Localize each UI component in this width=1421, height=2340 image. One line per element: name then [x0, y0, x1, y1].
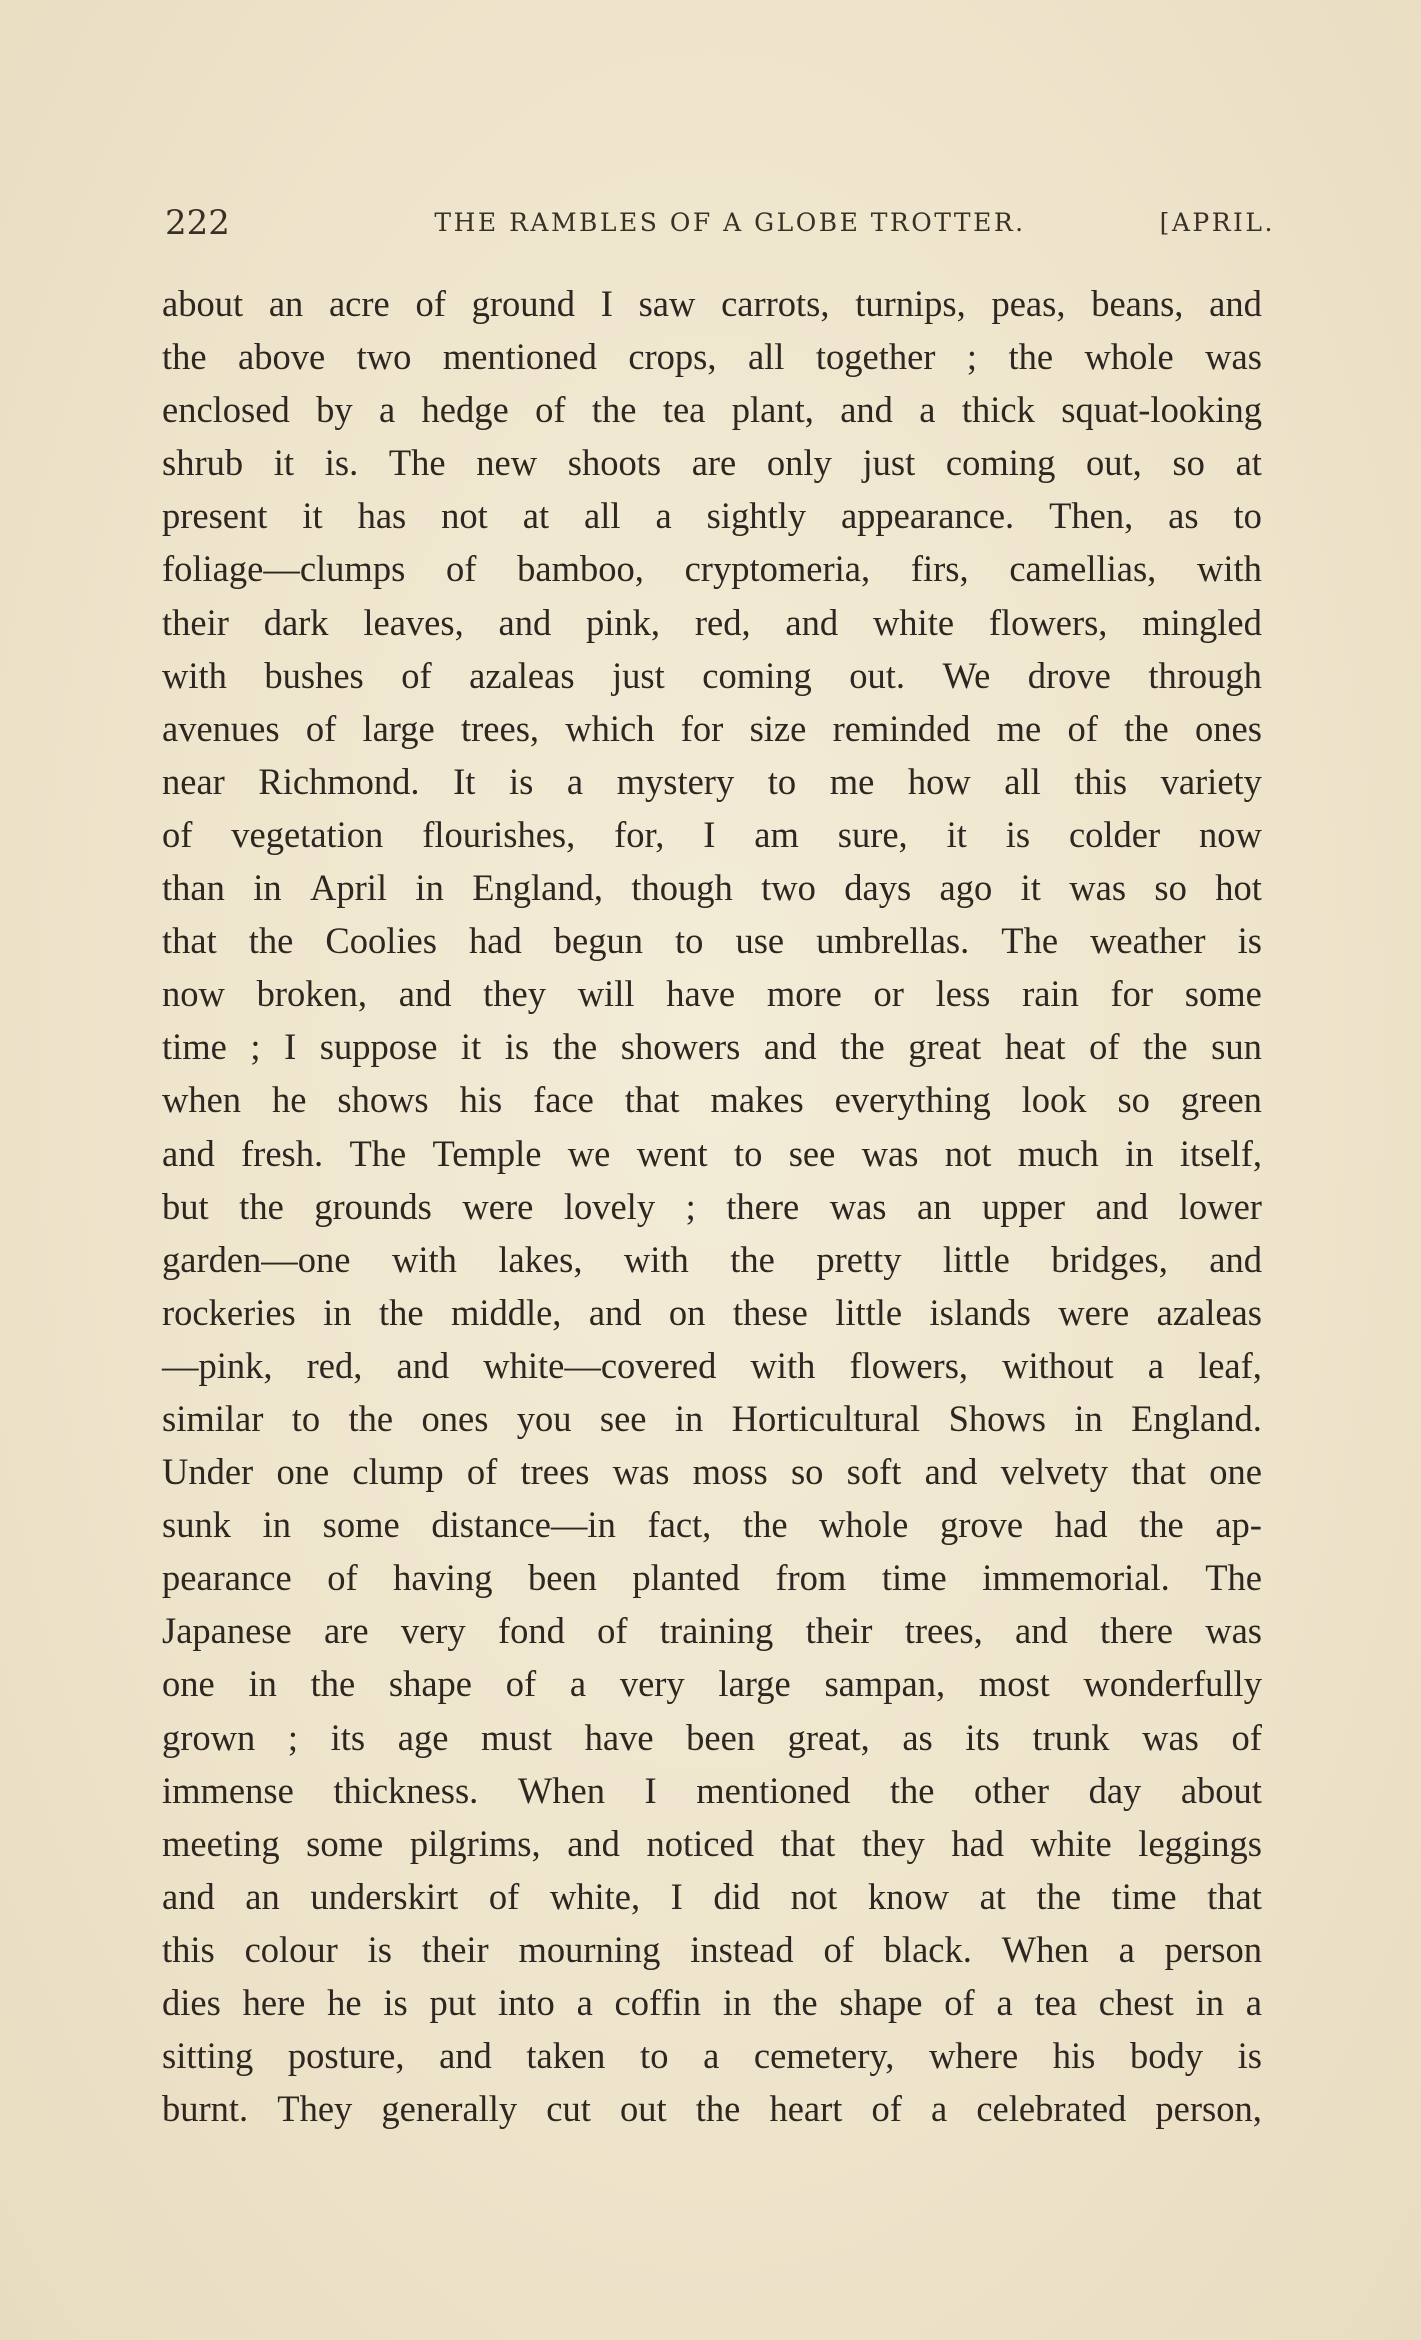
text-line: this colour is their mourning instead of black. When a person [162, 1928, 1262, 1970]
text-line: when he shows his face that makes everything look so green [162, 1079, 1262, 1121]
text-line: similar to the ones you see in Horticultural Shows in England. [162, 1397, 1262, 1439]
page-header [165, 198, 1275, 248]
text-line: and fresh. The Temple we went to see was not much in itself, [162, 1132, 1262, 1174]
text-line: garden—one with lakes, with the pretty little bridges, and [162, 1238, 1262, 1280]
text-line: than in April in England, though two days ago it was so hot [162, 867, 1262, 909]
body-text [162, 277, 1262, 2135]
text-line: rockeries in the middle, and on these little islands were azaleas [162, 1291, 1262, 1333]
text-line: grown ; its age must have been great, as its trunk was of [162, 1716, 1262, 1758]
text-line: present it has not at all a sightly appearance. Then, as to [162, 495, 1262, 537]
running-title: THE RAMBLES OF A GLOBE TROTTER. [434, 208, 1026, 237]
text-line: Under one clump of trees was moss so soft and velvety that one [162, 1451, 1262, 1493]
text-line: one in the shape of a very large sampan, most wonderfully [162, 1663, 1262, 1705]
text-line: time ; I suppose it is the showers and the great heat of the sun [162, 1026, 1262, 1068]
text-line: near Richmond. It is a mystery to me how all this variety [162, 760, 1262, 802]
text-line: and an underskirt of white, I did not know at the time that [162, 1875, 1262, 1917]
text-line: —pink, red, and white—covered with flowers, without a leaf, [162, 1344, 1262, 1386]
text-line: now broken, and they will have more or less rain for some [162, 973, 1262, 1015]
text-line: but the grounds were lovely ; there was an upper and lower [162, 1185, 1262, 1227]
text-line: enclosed by a hedge of the tea plant, and a thick squat-looking [162, 389, 1262, 431]
text-line: that the Coolies had begun to use umbrellas. The weather is [162, 920, 1262, 962]
text-line: about an acre of ground I saw carrots, turnips, peas, beans, and [162, 283, 1262, 324]
text-line: Japanese are very fond of training their trees, and there was [162, 1610, 1262, 1652]
text-line: dies here he is put into a coffin in the shape of a tea chest in a [162, 1982, 1262, 2023]
text-line: burnt. They generally cut out the heart of a celebrated person, [162, 2088, 1262, 2130]
text-line: of vegetation flourishes, for, I am sure, it is colder now [162, 813, 1262, 855]
text-line: sunk in some distance—in fact, the whole grove had the ap- [162, 1504, 1262, 1546]
chapter-month: [APRIL. [1159, 208, 1275, 237]
text-line: meeting some pilgrims, and noticed that they had white leggings [162, 1822, 1262, 1864]
text-line: shrub it is. The new shoots are only just coming out, so at [162, 442, 1262, 484]
text-line: immense thickness. When I mentioned the other day about [162, 1769, 1262, 1811]
text-line: pearance of having been planted from time immemorial. The [162, 1557, 1262, 1599]
text-line: the above two mentioned crops, all together ; the whole was [162, 336, 1262, 378]
text-line: sitting posture, and taken to a cemetery, where his body is [162, 2035, 1262, 2077]
page-number: 222 [165, 203, 230, 243]
text-line: with bushes of azaleas just coming out. We drove through [162, 654, 1262, 696]
text-line: foliage—clumps of bamboo, cryptomeria, firs, camellias, with [162, 548, 1262, 590]
text-line: avenues of large trees, which for size reminded me of the ones [162, 707, 1262, 749]
text-line: their dark leaves, and pink, red, and white flowers, mingled [162, 601, 1262, 643]
